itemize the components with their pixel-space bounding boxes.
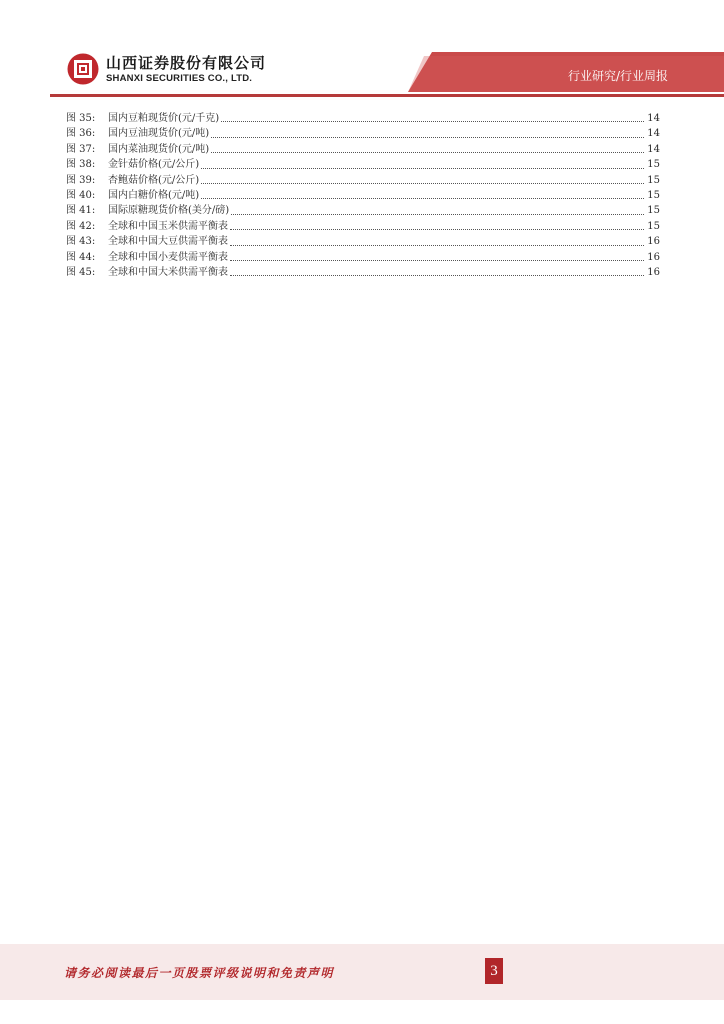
- toc-leader-dots: [230, 259, 644, 261]
- toc-entry[interactable]: [66, 219, 660, 234]
- toc-figure-title: 全球和中国小麦供需平衡表: [108, 251, 228, 263]
- toc-entry[interactable]: [66, 265, 660, 280]
- toc-figure-title: 国际原糖现货价格(美分/磅): [108, 205, 230, 217]
- toc-leader-dots: [230, 228, 644, 230]
- toc-figure-title: 杏鲍菇价格(元/公斤): [108, 174, 200, 186]
- toc-entry[interactable]: [66, 188, 660, 203]
- page-footer: [0, 944, 724, 1000]
- toc-figure-title: 国内豆油现货价(元/吨): [108, 128, 210, 140]
- toc-page-number: 15: [647, 159, 660, 171]
- toc-leader-dots: [230, 274, 644, 276]
- page-header: [0, 0, 724, 100]
- toc-page-number: 15: [647, 189, 660, 201]
- toc-leader-dots: [231, 213, 644, 215]
- toc-leader-dots: [211, 151, 644, 153]
- toc-entry[interactable]: [66, 126, 660, 141]
- toc-figure-number: 图 35:: [66, 113, 96, 124]
- toc-figure-number: 图 45:: [66, 266, 96, 278]
- toc-figure-number: 图 40:: [66, 189, 96, 201]
- toc-figure-number: 图 38:: [66, 159, 96, 171]
- toc-page-number: 15: [647, 205, 660, 217]
- toc-leader-dots: [221, 120, 644, 122]
- toc-figure-number: 图 36:: [66, 128, 96, 140]
- toc-entry[interactable]: [66, 203, 660, 218]
- header-divider: [50, 94, 724, 97]
- toc-page-number: 16: [647, 236, 660, 248]
- toc-figure-title: 国内豆粕现货价(元/千克): [108, 113, 220, 124]
- toc-page-number: 16: [647, 266, 660, 278]
- toc-figure-title: 全球和中国大豆供需平衡表: [108, 236, 228, 248]
- page-number: 3: [485, 958, 503, 984]
- toc-entry[interactable]: [66, 111, 660, 126]
- toc-figure-number: 图 37:: [66, 143, 96, 155]
- toc-entry[interactable]: [66, 157, 660, 172]
- company-name-cn: 山西证券股份有限公司: [106, 54, 267, 72]
- toc-leader-dots: [201, 182, 644, 184]
- toc-figure-title: 全球和中国玉米供需平衡表: [108, 220, 228, 232]
- disclaimer-notice: 请务必阅读最后一页股票评级说明和免责声明: [64, 966, 335, 980]
- company-logo-icon: [66, 52, 100, 86]
- toc-entry[interactable]: [66, 173, 660, 188]
- toc-figure-title: 金针菇价格(元/公斤): [108, 159, 200, 171]
- header-banner: [0, 0, 724, 100]
- toc-figure-title: 国内白糖价格(元/吨): [108, 189, 200, 201]
- toc-leader-dots: [201, 167, 644, 169]
- toc-figure-number: 图 41:: [66, 205, 96, 217]
- report-type-label: 行业研究/行业周报: [567, 69, 668, 83]
- toc-leader-dots: [201, 197, 644, 199]
- toc-page-number: 15: [647, 220, 660, 232]
- toc-figure-number: 图 44:: [66, 251, 96, 263]
- toc-entry[interactable]: [66, 234, 660, 249]
- toc-figure-number: 图 39:: [66, 174, 96, 186]
- toc-figure-number: 图 43:: [66, 236, 96, 248]
- toc-leader-dots: [211, 136, 644, 138]
- toc-page-number: 15: [647, 174, 660, 186]
- toc-page-number: 14: [647, 143, 660, 155]
- toc-page-number: 14: [647, 113, 660, 124]
- toc-entry[interactable]: [66, 142, 660, 157]
- toc-leader-dots: [230, 244, 644, 246]
- toc-page-number: 14: [647, 128, 660, 140]
- toc-figure-number: 图 42:: [66, 220, 96, 232]
- toc-figure-title: 全球和中国大米供需平衡表: [108, 266, 228, 278]
- figure-list: [66, 111, 660, 280]
- toc-figure-title: 国内菜油现货价(元/吨): [108, 143, 210, 155]
- toc-entry[interactable]: [66, 250, 660, 265]
- toc-page-number: 16: [647, 251, 660, 263]
- company-name-en: SHANXI SECURITIES CO., LTD.: [106, 73, 253, 84]
